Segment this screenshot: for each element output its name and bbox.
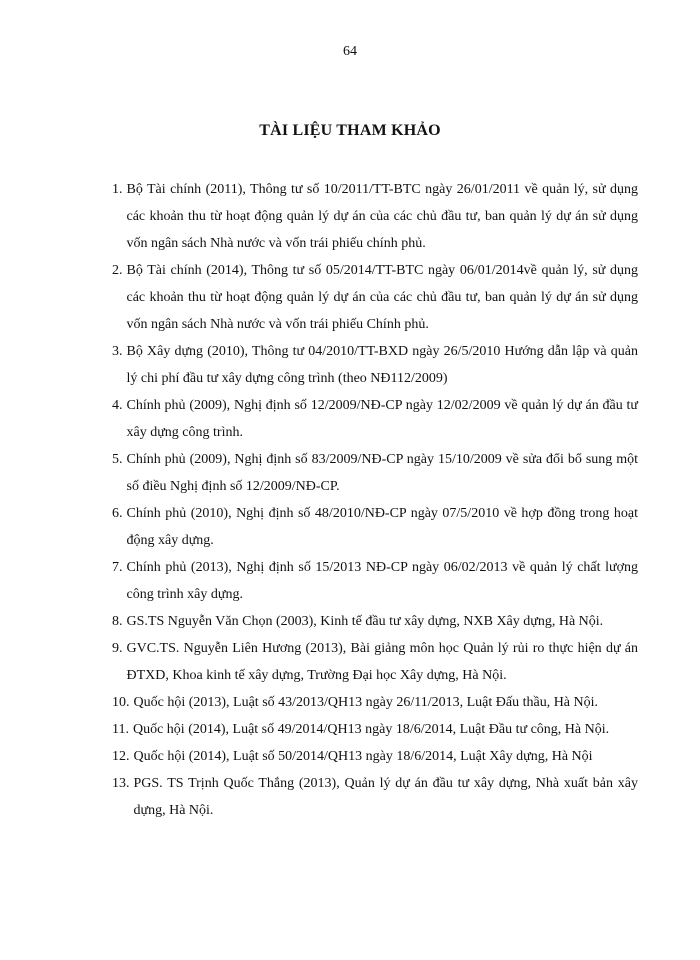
page-number: 64 xyxy=(343,44,357,59)
reference-number: 9. xyxy=(112,641,123,656)
reference-item-9 xyxy=(112,635,638,689)
reference-text: Quốc hội (2014), Luật số 50/2014/QH13 ngày 18/6/2014, Luật Xây dựng, Hà Nội xyxy=(133,749,593,764)
reference-text: Chính phủ (2009), Nghị định số 12/2009/NĐ-CP ngày 12/02/2009 về quản lý dự án đầu tư xây dựng công trình. xyxy=(126,398,638,440)
reference-item-5 xyxy=(112,446,638,500)
reference-number: 2. xyxy=(112,263,123,278)
reference-number: 5. xyxy=(112,452,123,467)
reference-item-4 xyxy=(112,392,638,446)
reference-number: 13. xyxy=(112,776,130,791)
reference-text: PGS. TS Trịnh Quốc Thắng (2013), Quản lý dự án đầu tư xây dựng, Nhà xuất bản xây dựng, Hà Nội. xyxy=(133,776,638,818)
reference-number: 7. xyxy=(112,560,123,575)
reference-text: GS.TS Nguyễn Văn Chọn (2003), Kinh tế đầu tư xây dựng, NXB Xây dựng, Hà Nội. xyxy=(126,614,604,629)
reference-text: Bộ Tài chính (2011), Thông tư số 10/2011/TT-BTC ngày 26/01/2011 về quản lý, sử dụng các khoản thu từ hoạt động quản lý dự án của các chủ đầu tư, ban quản lý dự án sử dụng vốn ngân sách Nhà nước và vốn trái phiếu chính phủ. xyxy=(126,182,638,251)
reference-text: Chính phủ (2010), Nghị định số 48/2010/NĐ-CP ngày 07/5/2010 về hợp đồng trong hoạt động xây dựng. xyxy=(126,506,638,548)
reference-text: GVC.TS. Nguyễn Liên Hương (2013), Bài giảng môn học Quản lý rủi ro thực hiện dự án ĐTXD, Khoa kinh tế xây dựng, Trường Đại học Xây dựng, Hà Nội. xyxy=(126,641,638,683)
reference-item-10 xyxy=(112,689,638,716)
reference-item-3 xyxy=(112,338,638,392)
reference-text: Quốc hội (2013), Luật số 43/2013/QH13 ngày 26/11/2013, Luật Đấu thầu, Hà Nội. xyxy=(133,695,599,710)
reference-item-7 xyxy=(112,554,638,608)
page-title: TÀI LIỆU THAM KHẢO xyxy=(259,122,441,139)
reference-item-13 xyxy=(112,770,638,824)
reference-text: Bộ Xây dựng (2010), Thông tư 04/2010/TT-BXD ngày 26/5/2010 Hướng dẫn lập và quản lý chi phí đầu tư xây dựng công trình (theo NĐ112/2009) xyxy=(126,344,638,386)
reference-text: Chính phủ (2009), Nghị định số 83/2009/NĐ-CP ngày 15/10/2009 về sửa đổi bổ sung một số điều Nghị định số 12/2009/NĐ-CP. xyxy=(126,452,638,494)
reference-number: 11. xyxy=(112,722,129,737)
reference-text: Chính phủ (2013), Nghị định số 15/2013 NĐ-CP ngày 06/02/2013 về quản lý chất lượng công trình xây dựng. xyxy=(126,560,638,602)
reference-item-1 xyxy=(112,176,638,257)
reference-item-6 xyxy=(112,500,638,554)
reference-number: 8. xyxy=(112,614,123,629)
reference-number: 6. xyxy=(112,506,123,521)
reference-item-2 xyxy=(112,257,638,338)
reference-list xyxy=(112,176,638,824)
reference-number: 12. xyxy=(112,749,130,764)
reference-text: Bộ Tài chính (2014), Thông tư số 05/2014/TT-BTC ngày 06/01/2014về quản lý, sử dụng các khoản thu từ hoạt động quản lý dự án của các chủ đầu tư, ban quản lý dự án sử dụng vốn ngân sách Nhà nước và vốn trái phiếu Chính phủ. xyxy=(126,263,638,332)
reference-number: 3. xyxy=(112,344,123,359)
reference-item-8 xyxy=(112,608,638,635)
reference-number: 1. xyxy=(112,182,123,197)
reference-item-11 xyxy=(112,716,638,743)
reference-number: 4. xyxy=(112,398,123,413)
reference-number: 10. xyxy=(112,695,130,710)
reference-text: Quốc hội (2014), Luật số 49/2014/QH13 ngày 18/6/2014, Luật Đầu tư công, Hà Nội. xyxy=(132,722,610,737)
reference-item-12 xyxy=(112,743,638,770)
